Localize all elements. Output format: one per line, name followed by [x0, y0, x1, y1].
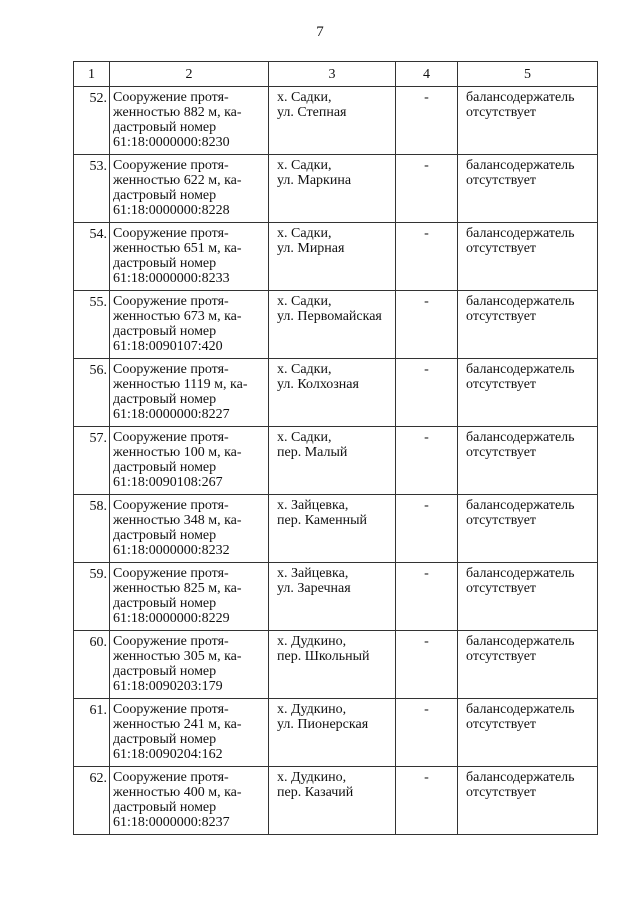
object-description-line: Сооружение протя-: [113, 634, 229, 649]
object-address-line: х. Дудкино,: [277, 634, 347, 649]
table-row: [74, 223, 598, 291]
object-address-line: пер. Школьный: [277, 649, 370, 664]
object-description-line: 61:18:0000000:8233: [113, 271, 230, 286]
object-description-line: дастровый номер: [113, 596, 217, 611]
object-description: [110, 631, 269, 699]
object-address-line: х. Зайцевка,: [277, 498, 349, 513]
object-description-line: 61:18:0090107:420: [113, 339, 223, 354]
object-address-line: пер. Малый: [277, 445, 348, 460]
registration-info: -: [396, 223, 458, 291]
owner-info-line: отсутствует: [466, 173, 537, 188]
object-address-line: х. Зайцевка,: [277, 566, 349, 581]
object-description-line: дастровый номер: [113, 528, 217, 543]
owner-info: [458, 631, 598, 699]
registration-info: -: [396, 87, 458, 155]
object-description-line: Сооружение протя-: [113, 702, 229, 717]
object-address: [269, 495, 396, 563]
owner-info-line: отсутствует: [466, 649, 537, 664]
owner-info: [458, 699, 598, 767]
owner-info: [458, 359, 598, 427]
row-number: 55.: [74, 291, 110, 359]
object-description: [110, 223, 269, 291]
row-number: 60.: [74, 631, 110, 699]
object-address-line: х. Садки,: [277, 294, 332, 309]
owner-info-line: отсутствует: [466, 241, 537, 256]
object-description: [110, 155, 269, 223]
table-row: [74, 155, 598, 223]
object-description-line: женностью 651 м, ка-: [113, 241, 242, 256]
table-row: [74, 699, 598, 767]
object-address-line: х. Садки,: [277, 90, 332, 105]
table-row: [74, 767, 598, 835]
owner-info-line: балансодержатель: [466, 294, 575, 309]
object-address-line: х. Садки,: [277, 430, 332, 445]
owner-info-line: отсутствует: [466, 377, 537, 392]
object-address-line: ул. Мирная: [277, 241, 345, 256]
object-address-line: х. Дудкино,: [277, 702, 347, 717]
object-description-line: 61:18:0090108:267: [113, 475, 223, 490]
owner-info-line: отсутствует: [466, 105, 537, 120]
object-description-line: женностью 241 м, ка-: [113, 717, 242, 732]
object-description-line: женностью 305 м, ка-: [113, 649, 242, 664]
owner-info: [458, 563, 598, 631]
object-address-line: пер. Казачий: [277, 785, 354, 800]
owner-info: [458, 291, 598, 359]
table-row: [74, 563, 598, 631]
object-description-line: женностью 622 м, ка-: [113, 173, 242, 188]
table-row: [74, 291, 598, 359]
object-description-line: 61:18:0000000:8232: [113, 543, 230, 558]
object-description-line: дастровый номер: [113, 392, 217, 407]
object-description: [110, 563, 269, 631]
object-description-line: Сооружение протя-: [113, 566, 229, 581]
object-description-line: Сооружение протя-: [113, 294, 229, 309]
object-description-line: дастровый номер: [113, 120, 217, 135]
object-address-line: ул. Пионерская: [277, 717, 369, 732]
object-address-line: х. Садки,: [277, 158, 332, 173]
object-description-line: дастровый номер: [113, 664, 217, 679]
owner-info-line: отсутствует: [466, 513, 537, 528]
column-header: 3: [269, 62, 396, 87]
owner-info-line: отсутствует: [466, 581, 537, 596]
registration-info: -: [396, 563, 458, 631]
object-description-line: дастровый номер: [113, 460, 217, 475]
registration-info: -: [396, 427, 458, 495]
object-description-line: 61:18:0000000:8228: [113, 203, 230, 218]
object-address-line: ул. Колхозная: [277, 377, 359, 392]
owner-info-line: отсутствует: [466, 785, 537, 800]
table-body: [74, 87, 598, 835]
object-description-line: женностью 1119 м, ка-: [113, 377, 248, 392]
row-number: 61.: [74, 699, 110, 767]
object-description-line: 61:18:0000000:8229: [113, 611, 230, 626]
object-address: [269, 631, 396, 699]
table-row: [74, 87, 598, 155]
object-address: [269, 699, 396, 767]
column-header: 1: [74, 62, 110, 87]
object-description-line: Сооружение протя-: [113, 770, 229, 785]
registry-table: [73, 61, 598, 835]
column-header: 5: [458, 62, 598, 87]
object-description: [110, 87, 269, 155]
object-address-line: ул. Степная: [277, 105, 347, 120]
object-description-line: дастровый номер: [113, 800, 217, 815]
owner-info-line: балансодержатель: [466, 362, 575, 377]
object-description: [110, 767, 269, 835]
object-description-line: 61:18:0000000:8237: [113, 815, 230, 830]
row-number: 57.: [74, 427, 110, 495]
object-description: [110, 359, 269, 427]
object-description-line: 61:18:0090204:162: [113, 747, 223, 762]
object-description-line: Сооружение протя-: [113, 158, 229, 173]
object-description-line: Сооружение протя-: [113, 90, 229, 105]
owner-info-line: отсутствует: [466, 309, 537, 324]
object-description-line: Сооружение протя-: [113, 430, 229, 445]
registration-info: -: [396, 291, 458, 359]
owner-info-line: отсутствует: [466, 445, 537, 460]
object-description: [110, 699, 269, 767]
column-header: 4: [396, 62, 458, 87]
object-address: [269, 563, 396, 631]
owner-info-line: балансодержатель: [466, 498, 575, 513]
owner-info-line: балансодержатель: [466, 702, 575, 717]
object-address-line: х. Дудкино,: [277, 770, 347, 785]
registration-info: -: [396, 631, 458, 699]
owner-info-line: отсутствует: [466, 717, 537, 732]
owner-info: [458, 87, 598, 155]
row-number: 59.: [74, 563, 110, 631]
object-address: [269, 87, 396, 155]
object-description-line: Сооружение протя-: [113, 362, 229, 377]
object-address-line: ул. Первомайская: [277, 309, 382, 324]
row-number: 56.: [74, 359, 110, 427]
table-header-row: [74, 62, 598, 87]
owner-info-line: балансодержатель: [466, 634, 575, 649]
page-number: 7: [316, 24, 324, 40]
owner-info-line: балансодержатель: [466, 566, 575, 581]
row-number: 53.: [74, 155, 110, 223]
object-address-line: х. Садки,: [277, 226, 332, 241]
owner-info-line: балансодержатель: [466, 90, 575, 105]
owner-info-line: балансодержатель: [466, 430, 575, 445]
object-description-line: Сооружение протя-: [113, 498, 229, 513]
object-description-line: женностью 348 м, ка-: [113, 513, 242, 528]
object-address: [269, 223, 396, 291]
object-address: [269, 359, 396, 427]
row-number: 58.: [74, 495, 110, 563]
object-address-line: ул. Заречная: [277, 581, 351, 596]
object-description-line: женностью 100 м, ка-: [113, 445, 242, 460]
owner-info-line: балансодержатель: [466, 770, 575, 785]
table-row: [74, 631, 598, 699]
object-address-line: х. Садки,: [277, 362, 332, 377]
object-address: [269, 767, 396, 835]
object-address-line: ул. Маркина: [277, 173, 352, 188]
object-description: [110, 291, 269, 359]
owner-info: [458, 223, 598, 291]
object-description-line: 61:18:0000000:8227: [113, 407, 230, 422]
object-description-line: женностью 882 м, ка-: [113, 105, 242, 120]
owner-info: [458, 155, 598, 223]
object-description-line: 61:18:0000000:8230: [113, 135, 230, 150]
object-address: [269, 291, 396, 359]
registration-info: -: [396, 495, 458, 563]
object-description-line: дастровый номер: [113, 256, 217, 271]
object-description-line: дастровый номер: [113, 732, 217, 747]
row-number: 62.: [74, 767, 110, 835]
object-description-line: дастровый номер: [113, 188, 217, 203]
object-description-line: женностью 400 м, ка-: [113, 785, 242, 800]
registration-info: -: [396, 767, 458, 835]
object-description-line: женностью 673 м, ка-: [113, 309, 242, 324]
object-description-line: 61:18:0090203:179: [113, 679, 223, 694]
owner-info-line: балансодержатель: [466, 226, 575, 241]
owner-info-line: балансодержатель: [466, 158, 575, 173]
table-row: [74, 359, 598, 427]
object-description-line: Сооружение протя-: [113, 226, 229, 241]
owner-info: [458, 495, 598, 563]
object-address: [269, 155, 396, 223]
table-row: [74, 427, 598, 495]
owner-info: [458, 767, 598, 835]
column-header: 2: [110, 62, 269, 87]
row-number: 54.: [74, 223, 110, 291]
object-description: [110, 495, 269, 563]
row-number: 52.: [74, 87, 110, 155]
object-description-line: дастровый номер: [113, 324, 217, 339]
owner-info: [458, 427, 598, 495]
registration-info: -: [396, 155, 458, 223]
registration-info: -: [396, 699, 458, 767]
object-address-line: пер. Каменный: [277, 513, 368, 528]
table-row: [74, 495, 598, 563]
registration-info: -: [396, 359, 458, 427]
object-description: [110, 427, 269, 495]
object-address: [269, 427, 396, 495]
object-description-line: женностью 825 м, ка-: [113, 581, 242, 596]
